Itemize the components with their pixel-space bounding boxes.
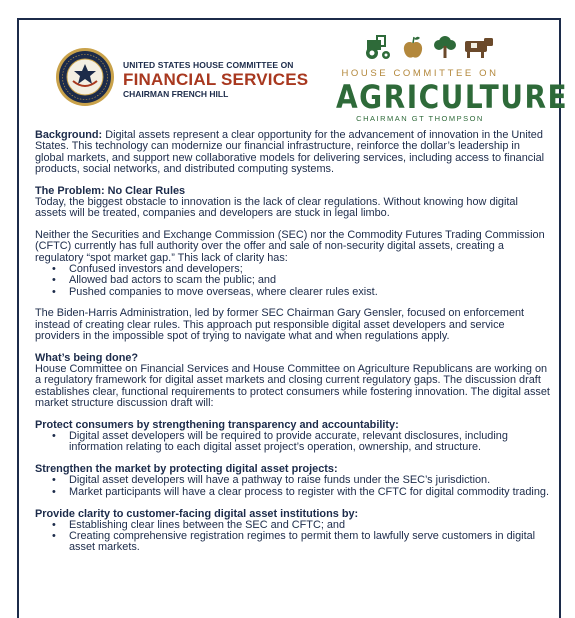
problem-list [35,264,550,298]
financial-services-wordmark [123,60,308,99]
strengthen-heading: Strengthen the market by protecting digital asset projects: [35,463,338,476]
strengthen-list [35,475,550,498]
problem-heading: The Problem: No Clear Rules [35,184,186,197]
fs-chairman: CHAIRMAN FRENCH HILL [123,89,229,99]
document-body [35,130,550,554]
agriculture-icons [365,34,495,60]
protect-list [35,431,550,454]
list-item: • Allowed bad actors to scam the public; and [69,275,550,286]
list-item: • Market participants will have a clear process to register with the CFTC for digital commodity trading. [69,487,550,498]
ag-chairman: CHAIRMAN GT THOMPSON [356,114,484,123]
list-item: • Pushed companies to move overseas, where clearer rules exist. [69,287,550,298]
cow-icon [465,38,493,58]
list-item: • Creating comprehensive registration regimes to permit them to lawfully serve customers in digital asset markets. [69,531,550,554]
list-item: • Digital asset developers will be required to provide accurate, relevant disclosures, including information relating to each digital asset project’s operation, ownership, and structure. [69,431,550,454]
tractor-icon [366,36,390,59]
letterhead [0,0,575,130]
done-heading: What’s being done? [35,351,139,364]
background-paragraph [35,130,550,175]
apple-icon [404,37,422,58]
background-label: Background: [35,129,103,141]
clarity-heading: Provide clarity to customer-facing digital asset institutions by: [35,507,359,520]
problem-paragraph-2: Neither the Securities and Exchange Commission (SEC) nor the Commodity Futures Trading Commission (CFTC) currently has full authority over the offer and sale of non-security digital assets, creating a regulatory “spot market gap.” This lack of clarity has: [35,229,545,264]
protect-heading: Protect consumers by strengthening transparency and accountability: [35,418,399,431]
ag-committee-line: HOUSE COMMITTEE ON [341,68,499,79]
list-item: • Confused investors and developers; [69,264,550,275]
financial-services-seal-icon [55,47,115,107]
clarity-list [35,520,550,554]
problem-paragraph-1: Today, the biggest obstacle to innovation is the lack of clear regulations. Without knowing how digital assets will be treated, companies and developers are stuck in legal limbo. [35,195,518,220]
problem-paragraph-3: The Biden-Harris Administration, led by former SEC Chairman Gary Gensler, focused on enforcement instead of creating clear rules. This approach put responsible digital asset developers and service providers in the impossible spot of trying to navigate what and when regulations apply. [35,307,525,342]
list-item: • Digital asset developers will have a pathway to raise funds under the SEC’s jurisdiction. [69,475,550,486]
done-paragraph: House Committee on Financial Services and House Committee on Agriculture Republicans are working on a regulatory framework for digital asset markets and closing current regulatory gaps. The discussion draft establishes clear, functional requirements to protect consumers while fostering innovation. The digital asset market structure discussion draft will: [35,363,550,409]
fs-committee-line: UNITED STATES HOUSE COMMITTEE ON [123,60,294,70]
tree-icon [434,36,456,58]
ag-title: AGRICULTURE [336,78,569,116]
fs-title: FINANCIAL SERVICES [123,70,309,89]
background-text: Digital assets represent a clear opportunity for the advancement of innovation in the United States. This technology can modernize our financial infrastructure, reinforce the dollar’s leadership in global markets, and support new collaborative models for delivering services, including access to financial products, social networks, and distributed computing systems. [35,129,545,175]
list-item: • Establishing clear lines between the SEC and CFTC; and [69,520,550,531]
